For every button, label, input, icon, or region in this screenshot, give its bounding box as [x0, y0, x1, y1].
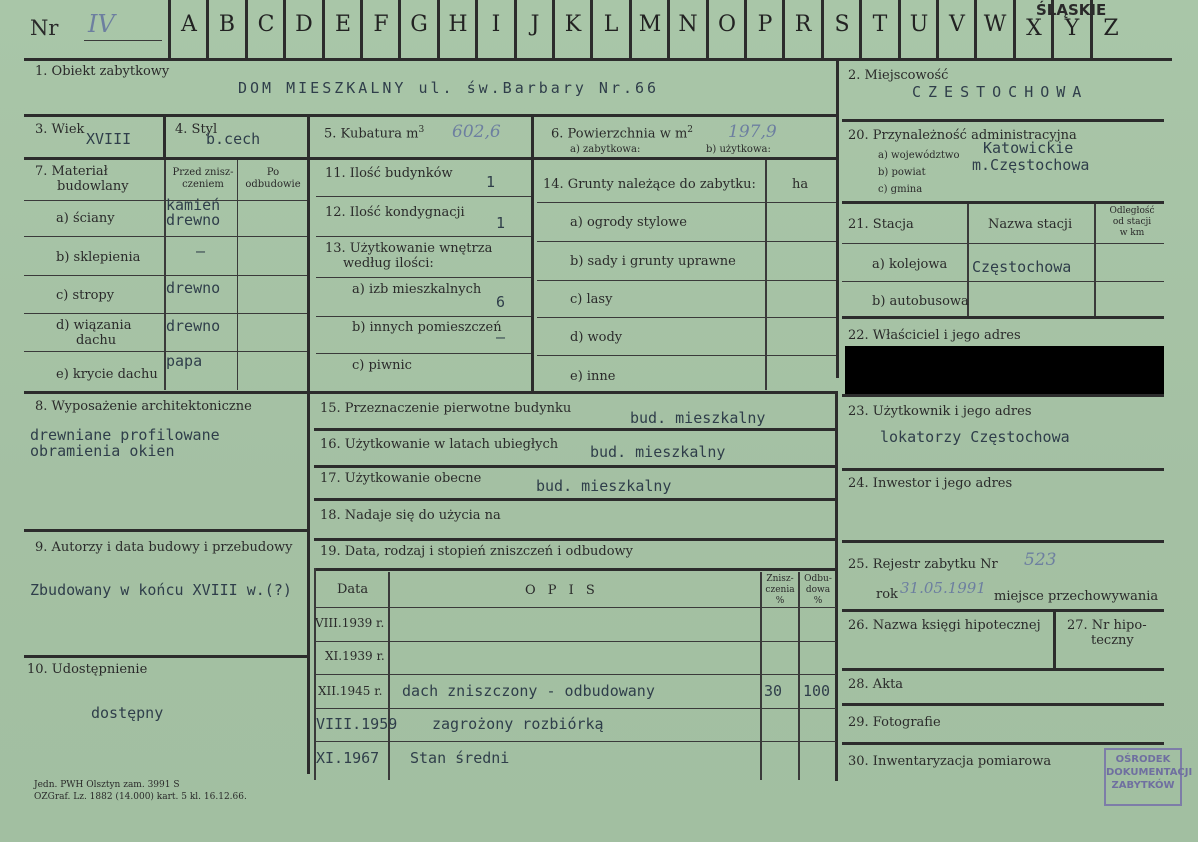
f17-value: bud. mieszkalny — [536, 477, 672, 495]
f19-row-date: VIII.1939 r. — [315, 616, 385, 630]
f13-label: 13. Użytkowanie wnętrza według ilości: — [325, 241, 493, 271]
f5-label: 5. Kubatura $m^3$ — [324, 125, 425, 142]
f1-value: DOM MIESZKALNY ul. św.Barbary Nr.66 — [238, 79, 660, 97]
f20-a-label: a) województwo — [878, 150, 960, 161]
f8-label: 8. Wyposażenie architektoniczne — [35, 399, 252, 414]
f13-b-value: – — [496, 328, 506, 346]
documentation-center-stamp: OŚRODEK DOKUMENTACJI ZABYTKÓW — [1104, 748, 1182, 806]
f11-label: 11. Ilość budynków — [325, 166, 453, 181]
f19-col-date: Data — [337, 582, 369, 597]
f20-label: 20. Przynależność administracyjna — [848, 128, 1077, 143]
f7-row-value: – — [196, 242, 206, 260]
letter-cell: M — [638, 12, 662, 37]
f28-label: 28. Akta — [848, 677, 904, 692]
f27-label: 27. Nr hipo- teczny — [1067, 618, 1147, 648]
f19-row-date: XII.1945 r. — [318, 684, 383, 698]
f16-value: bud. mieszkalny — [590, 443, 726, 461]
f20-b-label: b) powiat — [878, 167, 926, 178]
letter-cell: Y — [1064, 16, 1080, 41]
f7-row-label: c) stropy — [56, 288, 115, 303]
f7-row-label: b) sklepienia — [56, 250, 141, 265]
f4-label: 4. Styl — [175, 122, 218, 137]
region-stamp: ŚLĄSKIE — [1036, 1, 1107, 19]
letter-cell: S — [834, 12, 850, 37]
f20-c-label: c) gmina — [878, 184, 923, 195]
f21-col-name: Nazwa stacji — [988, 217, 1073, 232]
f15-label: 15. Przeznaczenie pierwotne budynku — [320, 401, 572, 416]
f13-c-label: c) piwnic — [352, 358, 412, 373]
f10-label: 10. Udostępnienie — [27, 662, 148, 677]
f15-value: bud. mieszkalny — [630, 409, 766, 427]
f13-a-value: 6 — [496, 293, 506, 311]
f14-unit: ha — [792, 177, 809, 192]
letter-cell: H — [448, 12, 468, 37]
printer-imprint-2: OZGraf. Lz. 1882 (14.000) kart. 5 kl. 16.12.66. — [34, 792, 247, 802]
f23-value: lokatorzy Częstochowa — [880, 428, 1070, 446]
f19-col-desc: O P I S — [525, 583, 599, 598]
f19-col-rec: Odbu- dowa % — [804, 574, 832, 606]
f14-item: b) sady i grunty uprawne — [570, 254, 736, 269]
f11-value: 1 — [486, 173, 496, 191]
f21-label: 21. Stacja — [848, 217, 914, 232]
letter-cell: G — [410, 12, 428, 37]
f19-col-dmg: Znisz- czenia % — [765, 574, 795, 606]
f14-label: 14. Grunty należące do zabytku: — [543, 177, 756, 192]
f24-label: 24. Inwestor i jego adres — [848, 476, 1013, 491]
f29-label: 29. Fotografie — [848, 715, 941, 730]
f10-value: dostępny — [91, 704, 164, 722]
letter-cell: X — [1026, 16, 1042, 41]
f3-value: XVIII — [86, 130, 132, 148]
f30-label: 30. Inwentaryzacja pomiarowa — [848, 754, 1052, 769]
f25-rok-label: rok — [876, 587, 898, 602]
letter-cell: R — [794, 12, 812, 37]
f19-row-date: XI.1939 r. — [325, 649, 385, 663]
f19-row-date: VIII.1959 — [316, 715, 398, 733]
f7-col-after: Po odbudowie — [245, 167, 301, 190]
f19-row-date: XI.1967 — [316, 749, 380, 767]
f7-row-value: kamień drewno — [166, 196, 221, 229]
f26-label: 26. Nazwa księgi hipotecznej — [848, 618, 1041, 633]
letter-cell: K — [564, 12, 582, 37]
f7-row-value: drewno — [166, 317, 221, 335]
f19-row-desc: dach zniszczony - odbudowany — [402, 682, 655, 700]
letter-cell: W — [983, 12, 1007, 37]
letter-cell: D — [295, 12, 313, 37]
f3-label: 3. Wiek — [35, 122, 85, 137]
f7-row-value: drewno — [166, 279, 221, 297]
f22-label: 22. Właściciel i jego adres — [848, 328, 1021, 343]
f21-a-label: a) kolejowa — [872, 257, 948, 272]
f13-a-label: a) izb mieszkalnych — [352, 282, 482, 297]
nr-label: Nr — [30, 16, 59, 40]
f19-label: 19. Data, rodzaj i stopień zniszczeń i odbudowy — [320, 544, 634, 559]
f13-b-label: b) innych pomieszczeń — [352, 320, 502, 335]
letter-cell: U — [909, 12, 929, 37]
letter-cell: C — [257, 12, 275, 37]
letter-cell: B — [218, 12, 236, 37]
f8-value-2: obramienia okien — [30, 442, 175, 460]
redacted-owner-block — [845, 346, 1164, 394]
f5-value: 602,6 — [452, 122, 501, 142]
letter-cell: E — [334, 12, 352, 37]
f4-value: b.cech — [206, 130, 261, 148]
f2-label: 2. Miejscowość — [848, 68, 949, 83]
letter-cell: L — [603, 12, 619, 37]
letter-cell: Z — [1103, 16, 1119, 41]
letter-cell: J — [530, 12, 540, 37]
f7-row-value: papa — [166, 352, 203, 370]
letter-cell: V — [949, 12, 965, 37]
f19-row-dmg: 30 — [764, 682, 783, 700]
f7-row-label: a) ściany — [56, 211, 115, 226]
letter-cell: I — [491, 12, 501, 37]
f12-label: 12. Ilość kondygnacji — [325, 205, 465, 220]
f6-sub-b: b) użytkowa: — [706, 144, 771, 155]
f1-label: 1. Obiekt zabytkowy — [35, 64, 170, 79]
f14-item: e) inne — [570, 369, 616, 384]
letter-cell: F — [373, 12, 389, 37]
f17-label: 17. Użytkowanie obecne — [320, 471, 482, 486]
f21-col-dist: Odległość od stacji w km — [1109, 206, 1155, 238]
f2-value: CZESTOCHOWA — [912, 83, 1089, 101]
f25-value: 523 — [1024, 550, 1057, 570]
f9-value: Zbudowany w końcu XVIII w.(?) — [30, 581, 292, 599]
f21-b-label: b) autobusowa — [872, 294, 969, 309]
f20-b-value: m.Częstochowa — [972, 156, 1090, 174]
f25-label: 25. Rejestr zabytku Nr — [848, 557, 998, 572]
f25-place-label: miejsce przechowywania — [994, 589, 1159, 604]
f21-a-value: Częstochowa — [972, 258, 1072, 276]
f25-rok-value: 31.05.1991 — [900, 579, 986, 597]
f19-row-desc: zagrożony rozbiórką — [432, 715, 604, 733]
f12-value: 1 — [496, 214, 506, 232]
f14-item: a) ogrody stylowe — [570, 215, 687, 230]
f19-row-desc: Stan średni — [410, 749, 510, 767]
letter-cell: N — [678, 12, 698, 37]
letter-cell: A — [181, 12, 197, 37]
f16-label: 16. Użytkowanie w latach ubiegłych — [320, 437, 559, 452]
f9-label: 9. Autorzy i data budowy i przebudowy — [35, 540, 293, 555]
f6-sub-a: a) zabytkowa: — [570, 144, 641, 155]
letter-cell: T — [872, 12, 888, 37]
f7-row-label: e) krycie dachu — [56, 367, 158, 382]
f8-value-1: drewniane profilowane — [30, 426, 220, 444]
printer-imprint-1: Jedn. PWH Olsztyn zam. 3991 S — [34, 780, 180, 790]
f23-label: 23. Użytkownik i jego adres — [848, 404, 1032, 419]
letter-cell: P — [757, 12, 773, 37]
f6-value: 197,9 — [728, 122, 777, 142]
f18-label: 18. Nadaje się do użycia na — [320, 508, 501, 523]
f7-row-label: d) wiązania dachu — [56, 318, 132, 348]
f7-label: 7. Materiał budowlany — [35, 164, 129, 194]
letter-cell: O — [717, 12, 737, 37]
f20-a-value: Katowickie — [983, 139, 1074, 157]
f6-label: 6. Powierzchnia w $m^2$ — [551, 125, 694, 142]
f14-item: c) lasy — [570, 292, 613, 307]
f7-col-before: Przed znisz- czeniem — [172, 167, 234, 190]
f19-row-rec: 100 — [803, 682, 831, 700]
nr-value: IV — [88, 10, 115, 38]
f14-item: d) wody — [570, 330, 623, 345]
